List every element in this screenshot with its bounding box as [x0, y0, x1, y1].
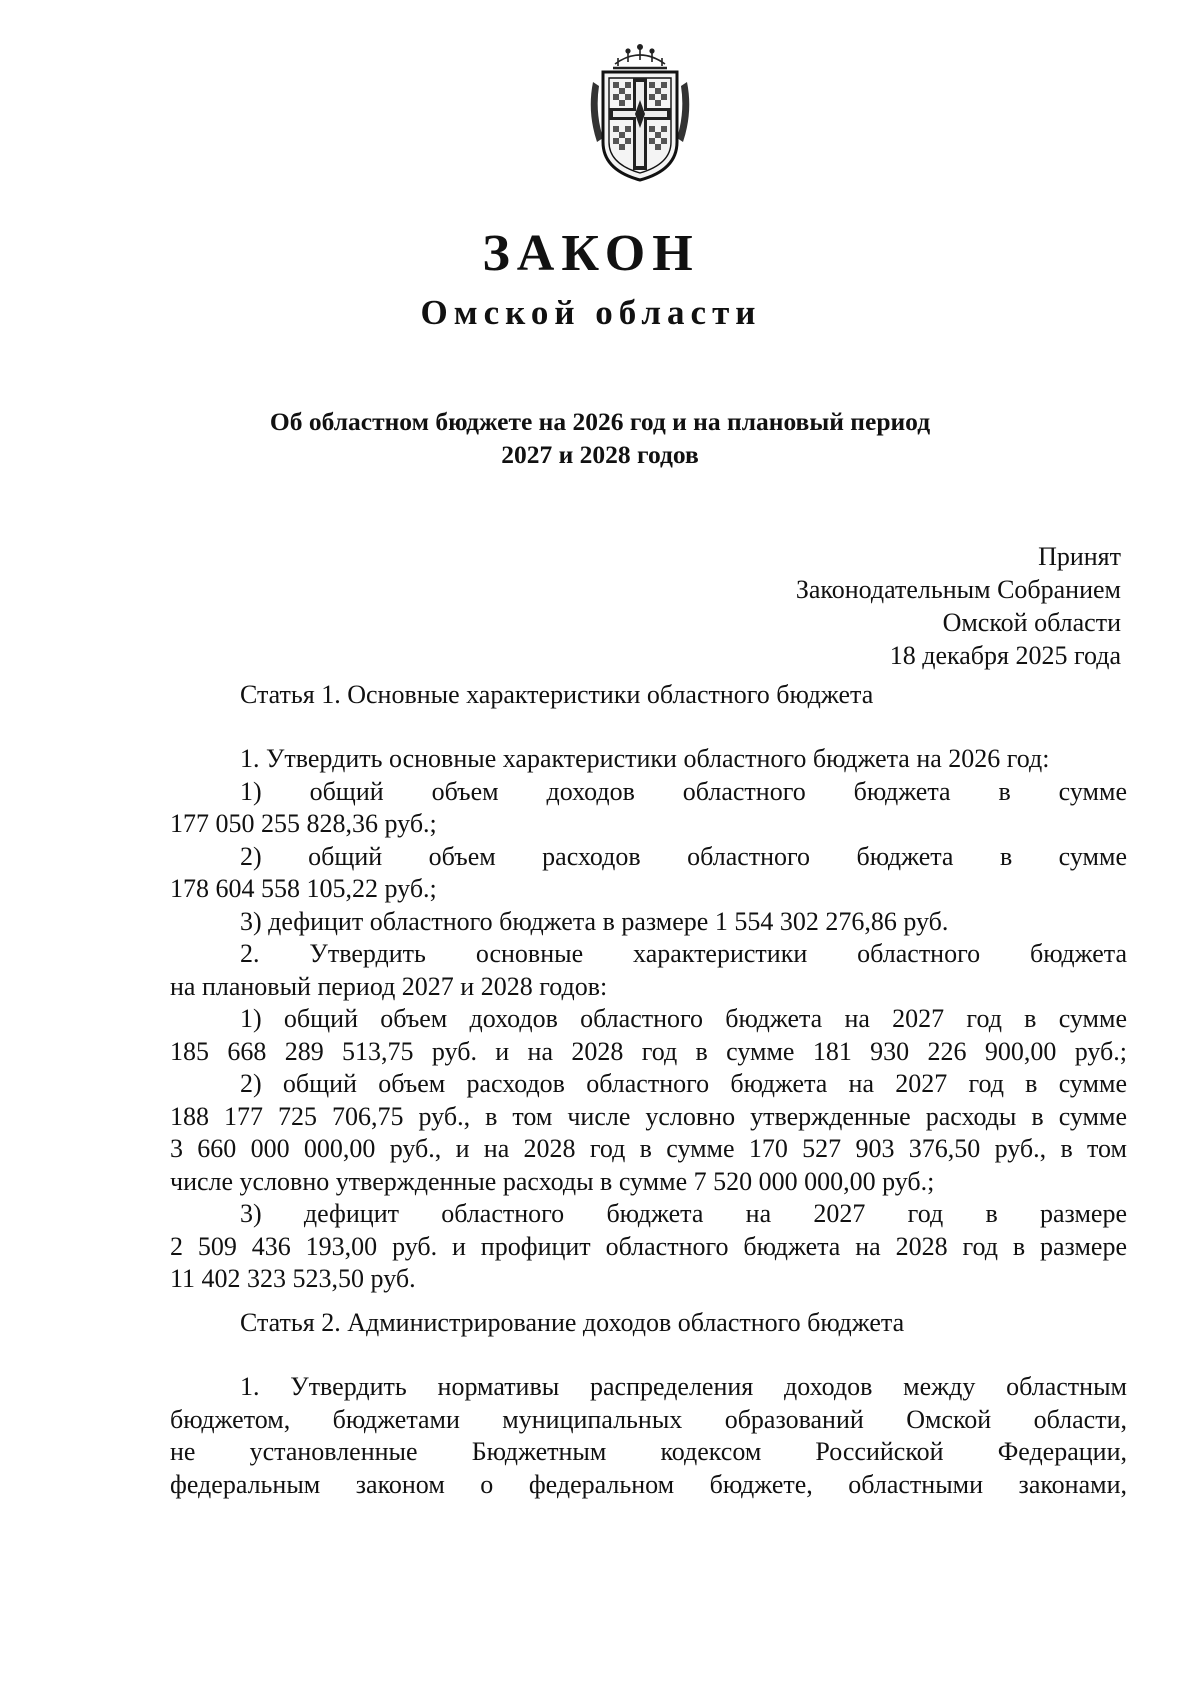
paragraph: 1) общий объем доходов областного бюджета в сумме: [240, 776, 1127, 806]
paragraph: бюджетом, бюджетами муниципальных образований Омской области,: [170, 1404, 1127, 1434]
paragraph: не установленные Бюджетным кодексом Российской Федерации,: [170, 1437, 1127, 1466]
adoption-line: Омской области: [942, 608, 1121, 637]
paragraph: 2) общий объем расходов областного бюджета на 2027 год в сумме: [240, 1069, 1127, 1098]
law-name-line: 2027 и 2028 годов: [501, 440, 699, 469]
law-name: [0, 405, 1200, 471]
document-subtitle: Омской области: [420, 293, 762, 332]
paragraph: 2 509 436 193,00 руб. и профицит областного бюджета на 2028 год в размере: [170, 1231, 1127, 1261]
paragraph: 177 050 255 828,36 руб.;: [170, 809, 437, 838]
adoption-line: Законодательным Собранием: [795, 575, 1121, 604]
paragraph: 2. Утвердить основные характеристики областного бюджета: [240, 939, 1127, 968]
paragraph: 3 660 000 000,00 руб., и на 2028 год в сумме 170 527 903 376,50 руб., в том: [170, 1134, 1127, 1163]
paragraph: 1. Утвердить нормативы распределения доходов между областным: [240, 1372, 1127, 1401]
paragraph: 3) дефицит областного бюджета в размере 1 554 302 276,86 руб.: [240, 906, 949, 936]
paragraph: 3) дефицит областного бюджета на 2027 год в размере: [240, 1199, 1127, 1228]
paragraph: на плановый период 2027 и 2028 годов:: [170, 971, 608, 1001]
paragraph: 1. Утвердить основные характеристики областного бюджета на 2026 год:: [240, 744, 1050, 773]
paragraph: числе условно утвержденные расходы в сумме 7 520 000 000,00 руб.;: [170, 1166, 935, 1196]
article-2-body: [170, 1371, 1127, 1501]
paragraph: 11 402 323 523,50 руб.: [170, 1264, 416, 1293]
paragraph: 188 177 725 706,75 руб., в том числе условно утвержденные расходы в сумме: [170, 1101, 1127, 1131]
paragraph: федеральным законом о федеральном бюджете, областными законами,: [170, 1469, 1127, 1499]
paragraph: 1) общий объем доходов областного бюджета на 2027 год в сумме: [240, 1004, 1127, 1033]
adoption-block: [796, 540, 1121, 672]
law-name-line: Об областном бюджете на 2026 год и на плановый период: [269, 407, 931, 436]
article-1-body: [170, 743, 1127, 1296]
adoption-line: Принят: [1038, 542, 1121, 571]
article-2-heading: Статья 2. Администрирование доходов областного бюджета: [240, 1308, 905, 1337]
omsk-coat-of-arms-icon: [585, 42, 695, 182]
paragraph: 185 668 289 513,75 руб. и на 2028 год в сумме 181 930 226 900,00 руб.;: [170, 1036, 1127, 1066]
paragraph: 178 604 558 105,22 руб.;: [170, 874, 437, 903]
adoption-date: 18 декабря 2025 года: [889, 641, 1121, 670]
document-title: ЗАКОН: [482, 225, 700, 282]
article-1-heading: Статья 1. Основные характеристики областного бюджета: [240, 680, 874, 709]
paragraph: 2) общий объем расходов областного бюджета в сумме: [240, 841, 1127, 871]
